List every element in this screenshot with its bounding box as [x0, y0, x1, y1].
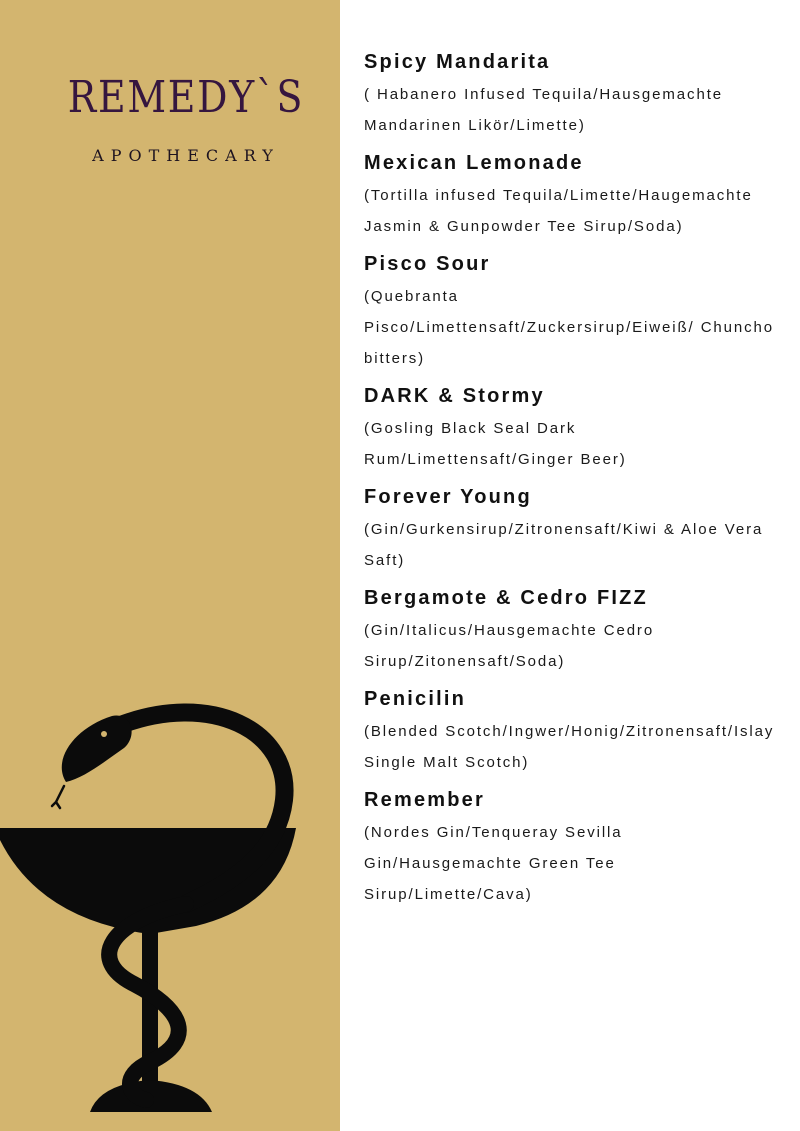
menu-item-name: DARK & Stormy: [364, 385, 545, 407]
menu-item: [364, 581, 784, 677]
menu-item-name: Spicy Mandarita: [364, 51, 551, 73]
menu-item-description: (Quebranta Pisco/Limettensaft/Zuckersirup/Eiweiß/ Chuncho bitters): [364, 288, 775, 367]
menu-item: [364, 480, 784, 576]
cocktail-menu: [364, 45, 784, 915]
menu-item-name: Forever Young: [364, 486, 532, 508]
menu-item-description: (Tortilla infused Tequila/Limette/Haugemachte Jasmin & Gunpowder Tee Sirup/Soda): [364, 187, 753, 235]
menu-item-description: ( Habanero Infused Tequila/Hausgemachte Mandarinen Likör/Limette): [364, 86, 724, 134]
menu-item-description: (Gosling Black Seal Dark Rum/Limettensaft/Ginger Beer): [364, 420, 627, 468]
menu-item-name: Bergamote & Cedro FIZZ: [364, 587, 648, 609]
menu-item: [364, 45, 784, 141]
menu-item-name: Pisco Sour: [364, 253, 491, 275]
menu-item-description: (Gin/Italicus/Hausgemachte Cedro Sirup/Zitonensaft/Soda): [364, 622, 655, 670]
menu-item: [364, 146, 784, 242]
menu-item: [364, 682, 784, 778]
menu-item-name: Remember: [364, 789, 485, 811]
menu-item-name: Mexican Lemonade: [364, 152, 584, 174]
menu-item: [364, 379, 784, 475]
menu-item-description: (Gin/Gurkensirup/Zitronensaft/Kiwi & Aloe Vera Saft): [364, 521, 764, 569]
brand-title: REMEDY`S: [67, 72, 305, 123]
menu-item: [364, 247, 784, 374]
menu-item-description: (Blended Scotch/Ingwer/Honig/Zitronensaft/Islay Single Malt Scotch): [364, 723, 775, 771]
snake-and-bowl-icon: [0, 700, 340, 1131]
sidebar-panel: [0, 0, 340, 1131]
menu-item: [364, 783, 784, 910]
menu-item-name: Penicilin: [364, 688, 467, 710]
brand-subtitle: APOTHECARY: [92, 146, 280, 165]
menu-item-description: (Nordes Gin/Tenqueray Sevilla Gin/Hausgemachte Green Tee Sirup/Limette/Cava): [364, 824, 623, 903]
